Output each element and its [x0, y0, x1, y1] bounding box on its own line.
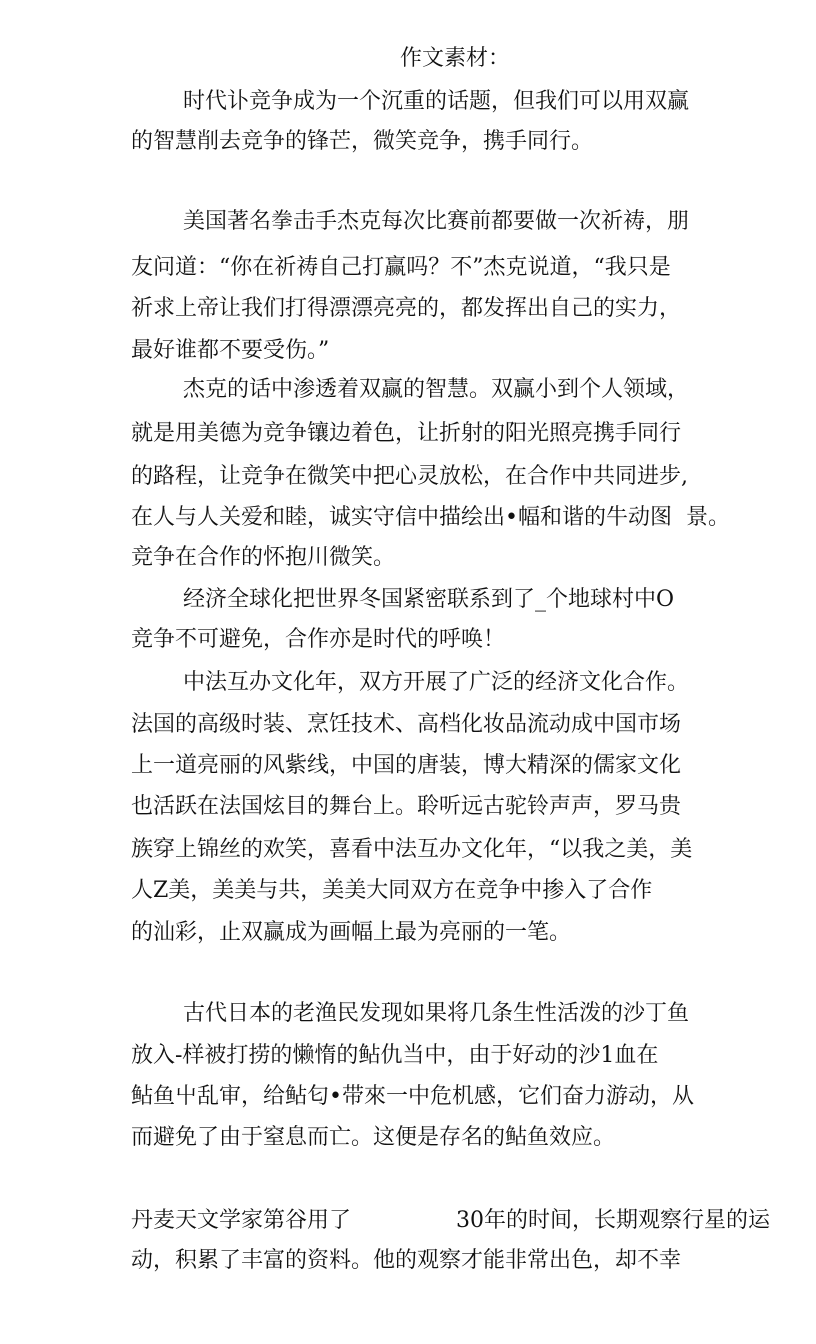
paragraph-4-line-2: 竞争不可避免，合作亦是时代的呼唤！ — [131, 627, 506, 652]
paragraph-3-line-5: 竞争在合作的怀抱川微笑。 — [131, 545, 396, 570]
paragraph-3-line-1: 杰克的话中渗透着双赢的智慧。双赢小到个人领域， — [183, 377, 690, 402]
document-title: 作文素材： — [400, 46, 511, 71]
paragraph-1-line-1: 时代讣竞争成为一个沉重的话题，但我们可以用双赢 — [183, 89, 690, 114]
paragraph-5-line-4: 也活跃在法国炫目的舞台上。聆听远古驼铃声声，罗马贵 — [131, 794, 682, 819]
paragraph-2-line-2: 友问道：“你在祈祷自己打赢吗？不”杰克说道，“我只是 — [131, 255, 671, 280]
paragraph-7-line-2: 动，积累了丰富的资料。他的观察才能非常出色，却不幸 — [131, 1248, 682, 1273]
paragraph-6-line-4: 而避免了由于窒息而亡。这便是存名的鲇鱼效应。 — [131, 1125, 616, 1150]
paragraph-1-line-2: 的智慧削去竞争的锋芒，微笑竞争，携手同行。 — [131, 129, 594, 154]
paragraph-3-line-3: 的路程，让竞争在微笑中把心灵放松，在合作中共同进步, — [131, 464, 688, 489]
paragraph-7-line-1-start: 丹麦天文学家第谷用了 — [131, 1208, 352, 1233]
paragraph-2-line-1: 美国著名拳击手杰克每次比赛前都要做一次祈祷，朋 — [183, 209, 690, 234]
paragraph-5-line-5: 族穿上锦丝的欢笑，喜看中法互办文化年，“以我之美，美 — [131, 837, 693, 862]
paragraph-5-line-2: 法国的高级时装、烹饪技术、高档化妆品流动成中国市场 — [131, 712, 682, 737]
paragraph-7-line-1-end: 30年的时间，长期观察行星的运 — [456, 1208, 770, 1233]
paragraph-2-line-4: 最好谁都不要受伤。” — [131, 338, 330, 363]
paragraph-5-line-1: 中法互办文化年，双方开展了广泛的经济文化合作。 — [183, 670, 690, 695]
paragraph-6-line-3: 鲇鱼屮乱审，给鲇匂•带來一中危机感，它们奋力游动，从 — [131, 1084, 694, 1109]
paragraph-2-line-3: 祈求上帝让我们打得漂漂亮亮的，都发挥出自己的实力， — [131, 296, 682, 321]
paragraph-3-line-4: 在人与人关爱和睦，诚实守信中描绘出•幅和谐的牛动图 景。 — [131, 505, 730, 530]
paragraph-5-line-7: 的汕彩，止双赢成为画幅上最为亮丽的一笔。 — [131, 920, 572, 945]
paragraph-5-line-3: 上一道亮丽的风紫线，中国的唐装，博大精深的儒家文化 — [131, 753, 682, 778]
paragraph-5-line-6: 人Z美，美美与共，美美大同双方在竞争中掺入了合作 — [131, 878, 653, 903]
paragraph-3-line-2: 就是用美德为竞争镶边着色，让折射的阳光照亮携手同行 — [131, 421, 682, 446]
paragraph-6-line-1: 古代日本的老渔民发现如果将几条生性活泼的沙丁鱼 — [183, 1001, 690, 1026]
paragraph-6-line-2: 放入-样被打捞的懒惰的鲇仇当中，由于好动的沙1血在 — [131, 1043, 659, 1068]
paragraph-4-line-1: 经济全球化把世界冬国紧密联系到了_个地球村中O — [183, 587, 675, 612]
